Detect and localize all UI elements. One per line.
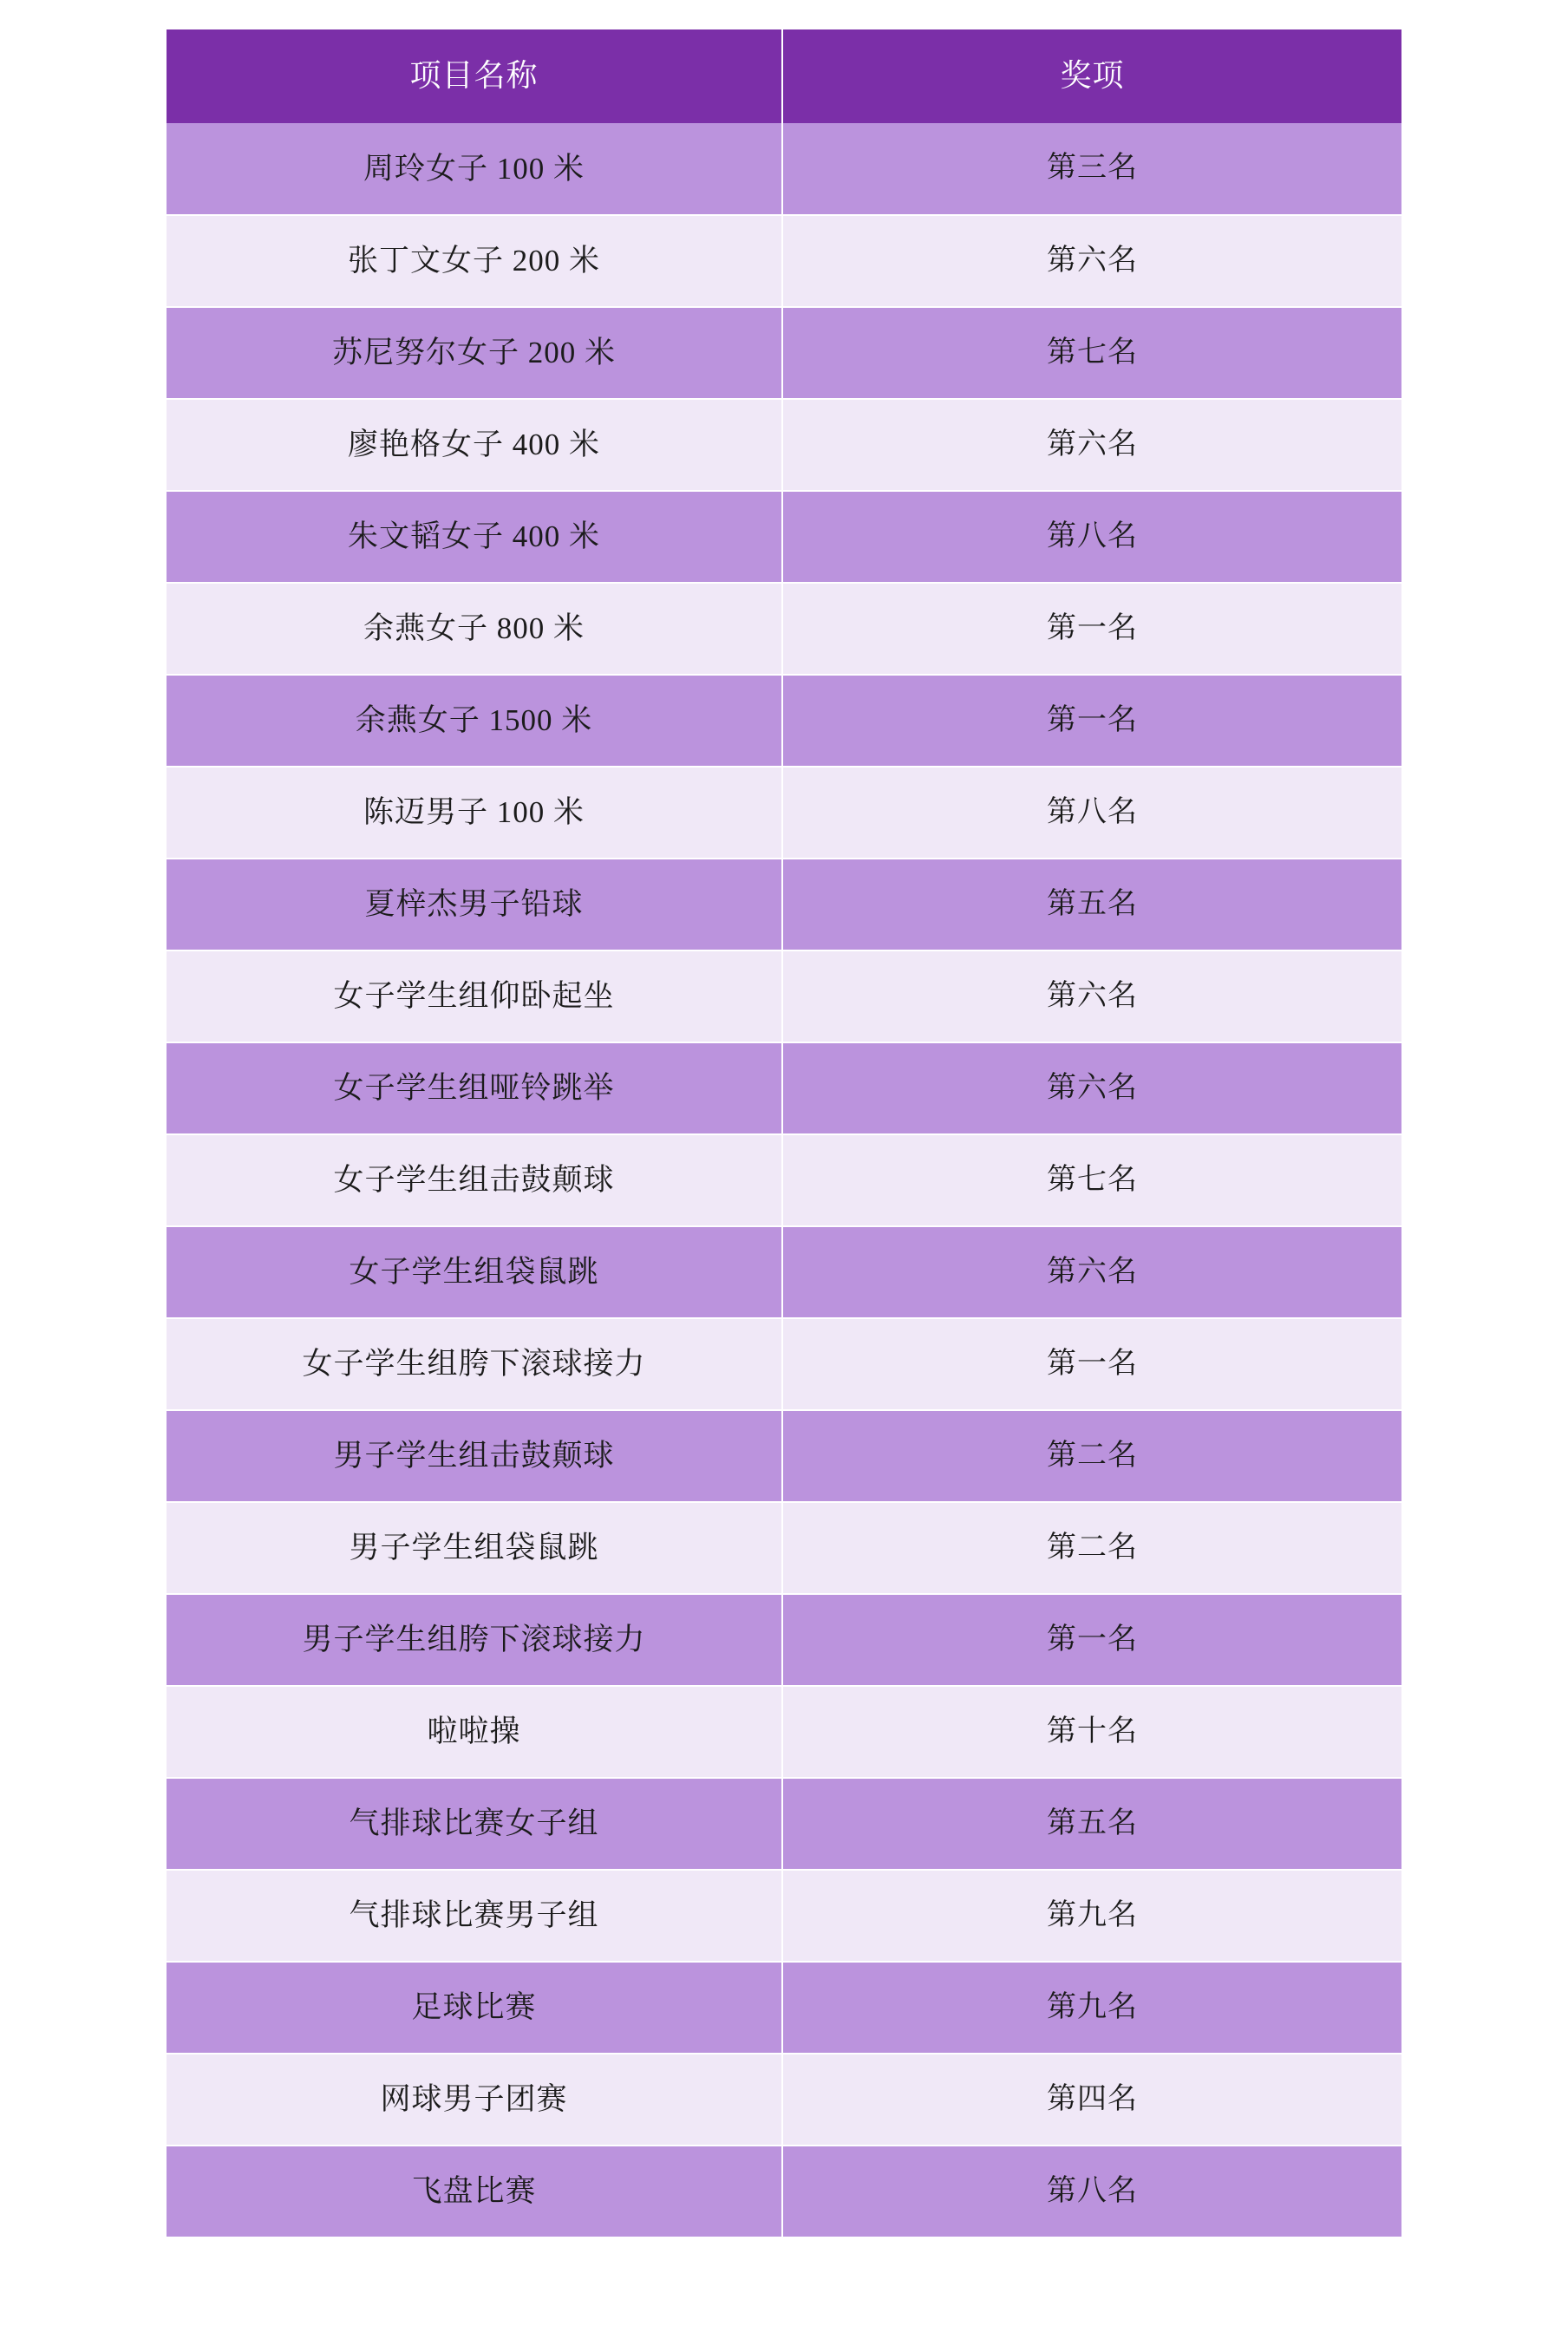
cell-event: 苏尼努尔女子 200 米 — [167, 307, 782, 399]
cell-award: 第五名 — [782, 859, 1401, 950]
cell-award: 第一名 — [782, 1318, 1401, 1410]
cell-award: 第三名 — [782, 123, 1401, 215]
cell-award: 第五名 — [782, 1778, 1401, 1870]
cell-event: 网球男子团赛 — [167, 2054, 782, 2146]
cell-award: 第六名 — [782, 215, 1401, 307]
cell-award: 第二名 — [782, 1410, 1401, 1502]
cell-award: 第六名 — [782, 950, 1401, 1042]
cell-event: 女子学生组击鼓颠球 — [167, 1134, 782, 1226]
table-row — [167, 1962, 1401, 2054]
table-row — [167, 399, 1401, 491]
table-row — [167, 767, 1401, 859]
table-row — [167, 1686, 1401, 1778]
table-row — [167, 1778, 1401, 1870]
table-row — [167, 307, 1401, 399]
cell-event: 男子学生组击鼓颠球 — [167, 1410, 782, 1502]
cell-event: 张丁文女子 200 米 — [167, 215, 782, 307]
cell-event: 廖艳格女子 400 米 — [167, 399, 782, 491]
cell-event: 余燕女子 1500 米 — [167, 675, 782, 767]
cell-award: 第六名 — [782, 399, 1401, 491]
column-header-award: 奖项 — [782, 29, 1401, 123]
cell-award: 第六名 — [782, 1042, 1401, 1134]
cell-event: 女子学生组哑铃跳举 — [167, 1042, 782, 1134]
cell-event: 陈迈男子 100 米 — [167, 767, 782, 859]
table-row — [167, 123, 1401, 215]
cell-event: 余燕女子 800 米 — [167, 583, 782, 675]
table-row — [167, 1410, 1401, 1502]
table-header — [167, 29, 1401, 123]
cell-award: 第八名 — [782, 491, 1401, 583]
table-row — [167, 215, 1401, 307]
cell-award: 第十名 — [782, 1686, 1401, 1778]
cell-event: 女子学生组仰卧起坐 — [167, 950, 782, 1042]
results-table — [167, 29, 1401, 2238]
cell-event: 气排球比赛男子组 — [167, 1870, 782, 1962]
cell-event: 朱文韬女子 400 米 — [167, 491, 782, 583]
cell-award: 第六名 — [782, 1226, 1401, 1318]
cell-award: 第九名 — [782, 1870, 1401, 1962]
cell-event: 女子学生组胯下滚球接力 — [167, 1318, 782, 1410]
cell-event: 夏梓杰男子铅球 — [167, 859, 782, 950]
cell-event: 足球比赛 — [167, 1962, 782, 2054]
table-row — [167, 1134, 1401, 1226]
cell-event: 男子学生组袋鼠跳 — [167, 1502, 782, 1594]
cell-award: 第七名 — [782, 307, 1401, 399]
cell-event: 周玲女子 100 米 — [167, 123, 782, 215]
cell-award: 第一名 — [782, 1594, 1401, 1686]
table-header-row — [167, 29, 1401, 123]
cell-award: 第八名 — [782, 2146, 1401, 2237]
table-row — [167, 1502, 1401, 1594]
table-row — [167, 1042, 1401, 1134]
table-row — [167, 950, 1401, 1042]
table-row — [167, 2054, 1401, 2146]
cell-event: 飞盘比赛 — [167, 2146, 782, 2237]
cell-award: 第九名 — [782, 1962, 1401, 2054]
cell-event: 男子学生组胯下滚球接力 — [167, 1594, 782, 1686]
cell-event: 女子学生组袋鼠跳 — [167, 1226, 782, 1318]
table-row — [167, 1318, 1401, 1410]
table-row — [167, 859, 1401, 950]
table-row — [167, 1226, 1401, 1318]
table-row — [167, 583, 1401, 675]
column-header-event: 项目名称 — [167, 29, 782, 123]
table-row — [167, 491, 1401, 583]
cell-award: 第七名 — [782, 1134, 1401, 1226]
table-row — [167, 1870, 1401, 1962]
cell-event: 气排球比赛女子组 — [167, 1778, 782, 1870]
cell-award: 第八名 — [782, 767, 1401, 859]
table-row — [167, 675, 1401, 767]
cell-award: 第二名 — [782, 1502, 1401, 1594]
table-row — [167, 1594, 1401, 1686]
cell-award: 第一名 — [782, 675, 1401, 767]
cell-event: 啦啦操 — [167, 1686, 782, 1778]
cell-award: 第一名 — [782, 583, 1401, 675]
table-body — [167, 123, 1401, 2237]
table-row — [167, 2146, 1401, 2237]
cell-award: 第四名 — [782, 2054, 1401, 2146]
